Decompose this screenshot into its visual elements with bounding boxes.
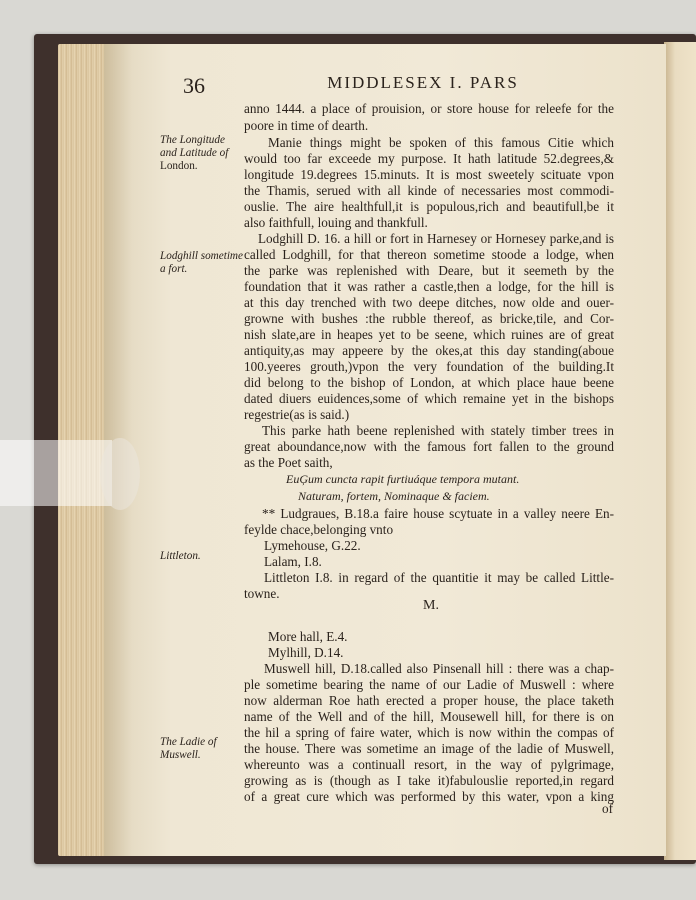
margin-note: The Longitude bbox=[160, 134, 225, 146]
margin-note: London. bbox=[160, 160, 198, 172]
margin-note: The Ladie of bbox=[160, 736, 217, 748]
text-line: ** Ludgraues, B.18.a faire house scytuate in a valley neere En- bbox=[262, 506, 614, 521]
text-line: anno 1444. a place of prouision, or store house for releefe for the bbox=[244, 101, 614, 116]
bookmark-fold bbox=[100, 438, 140, 510]
text-line: Mylhill, D.14. bbox=[268, 645, 344, 660]
text-line: would too far exceede my purpose. It hath latitude 52.degrees,& bbox=[244, 151, 614, 166]
catchword: of bbox=[602, 801, 613, 816]
text-line: Littleton I.8. in regard of the quantitie it may be called Little- bbox=[264, 570, 614, 585]
text-line: at this day trenched with two deepe ditches, now olde and ouer- bbox=[244, 295, 614, 310]
margin-note: Lodghill sometime bbox=[160, 250, 243, 262]
text-line: Lalam, I.8. bbox=[264, 554, 322, 569]
text-line: Lymehouse, G.22. bbox=[264, 538, 361, 553]
text-line: dated diuers euidences,some of which remaine yet in the bishops bbox=[244, 391, 614, 406]
text-line: Manie things might be spoken of this famous Citie which bbox=[268, 135, 614, 150]
margin-note: Muswell. bbox=[160, 749, 201, 761]
text-line: great aboundance,now with the famous fort fallen to the ground bbox=[244, 439, 614, 454]
running-head: MIDDLESEX I. PARS bbox=[327, 73, 519, 92]
text-line: growing as is (though as I take it)fabulouslie reported,in regard bbox=[244, 773, 614, 788]
text-line: the Thamis, serued with all kinde of necessaries most commodi- bbox=[244, 183, 614, 198]
margin-note: a fort. bbox=[160, 263, 188, 275]
text-line: did belong to the bishop of London, at which place haue beene bbox=[244, 375, 614, 390]
text-line: the house. There was sometime an image of the ladie of Muswell, bbox=[244, 741, 614, 756]
page-number: 36 bbox=[183, 73, 205, 98]
text-line: Lodghill D. 16. a hill or fort in Harnesey or Hornesey parke,and is bbox=[258, 231, 614, 246]
bookmark-ribbon bbox=[0, 440, 112, 506]
text-line: name of the Well and of the hill, Mousewell hill, for there is on bbox=[244, 709, 614, 724]
text-line: ple sometime bearing the name of our Ladie of Muswell : where bbox=[244, 677, 614, 692]
text-line: EuĢum cuncta rapit furtiuáque tempora mutant. bbox=[286, 472, 520, 486]
text-line: foundation that it was rather a castle,then a lodge, for the hill is bbox=[244, 279, 614, 294]
text-line: antiquity,as may appeere by the okes,at this day standing(aboue bbox=[244, 343, 614, 358]
text-line: of a great cure which was performed by this water, vpon a king bbox=[244, 789, 614, 804]
text-line: Muswell hill, D.18.called also Pinsenall hill : there was a chap- bbox=[264, 661, 614, 676]
text-line: poore in time of dearth. bbox=[244, 118, 369, 133]
margin-note: Littleton. bbox=[160, 550, 201, 562]
text-line: More hall, E.4. bbox=[268, 629, 348, 644]
text-line: as the Poet saith, bbox=[244, 455, 333, 470]
text-line: regestrie(as is said.) bbox=[244, 407, 350, 422]
text-line: longitude 19.degrees 15.minuts. It is most sweetely scituate vpon bbox=[244, 167, 614, 182]
text-line: 100.yeeres grouth,)vpon the very foundation of the building.It bbox=[244, 359, 614, 374]
text-line: growne with bushes :the rubble thereof, as bricke,tile, and Cor- bbox=[244, 311, 614, 326]
text-line: towne. bbox=[244, 586, 280, 601]
text-line: nish slate,are in heapes yet to be seene, which ruines are of great bbox=[244, 327, 614, 342]
text-line: called Lodghill, for that thereon sometime stoode a lodge, when bbox=[244, 247, 614, 262]
text-line: Naturam, fortem, Nominaque & faciem. bbox=[298, 489, 490, 503]
text-line: ouslie. The aire healthfull,it is populous,rich and beautifull,be it bbox=[244, 199, 614, 214]
text-line: the parke was replenished with Deare, but it seemeth by the bbox=[244, 263, 614, 278]
text-line: whereunto was a continuall resort, in the way of pylgrimage, bbox=[244, 757, 614, 772]
text-line: This parke hath beene replenished with stately timber trees in bbox=[262, 423, 614, 438]
margin-note: and Latitude of bbox=[160, 147, 229, 159]
text-line: now alderman Roe hath erected a proper house, the place taketh bbox=[244, 693, 614, 708]
text-line: also faithfull, louing and thankfull. bbox=[244, 215, 428, 230]
text-line: feylde chace,belonging vnto bbox=[244, 522, 394, 537]
text-line: the hil a spring of faire water, which is now within the compas of bbox=[244, 725, 614, 740]
section-letter: M. bbox=[423, 598, 439, 613]
